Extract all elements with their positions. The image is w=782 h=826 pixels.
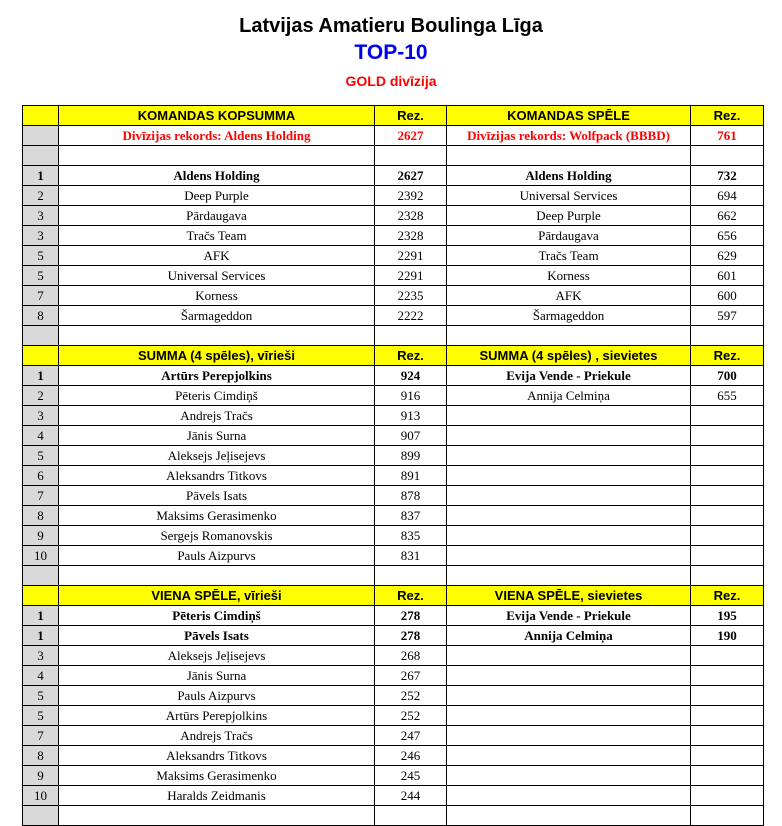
row-left-name-cell: Maksims Gerasimenko (59, 506, 375, 526)
row-right-value-cell (691, 446, 764, 466)
page-subtitle: TOP-10 (354, 41, 428, 64)
row-right-value-cell (691, 666, 764, 686)
row-right-value-cell (691, 646, 764, 666)
spacer-right-value-cell (691, 146, 764, 166)
row-right-value-cell (691, 426, 764, 446)
spacer-row (23, 566, 764, 586)
table-row (23, 266, 764, 286)
row-right-name-cell (447, 526, 691, 546)
row-right-value-cell: 597 (691, 306, 764, 326)
row-left-name-cell: Jānis Surna (59, 666, 375, 686)
row-rank-cell: 3 (23, 406, 59, 426)
row-right-name-cell (447, 766, 691, 786)
row-left-value-cell: 913 (375, 406, 447, 426)
row-left-value-cell: 267 (375, 666, 447, 686)
section-header-right-rez-label: Rez. (691, 106, 764, 126)
row-right-value-cell: 629 (691, 246, 764, 266)
record-left-label: Divīzijas rekords: Aldens Holding (59, 126, 375, 146)
spacer-left-name-cell (59, 566, 375, 586)
record-rank-cell (23, 126, 59, 146)
row-right-value-cell: 732 (691, 166, 764, 186)
row-left-value-cell: 2235 (375, 286, 447, 306)
table-row (23, 366, 764, 386)
table-row (23, 666, 764, 686)
row-left-value-cell: 252 (375, 706, 447, 726)
row-right-value-cell (691, 466, 764, 486)
row-right-name-cell (447, 786, 691, 806)
standings-table-wrap (22, 105, 763, 826)
row-right-name-cell (447, 406, 691, 426)
row-right-name-cell (447, 446, 691, 466)
row-left-name-cell: Tračs Team (59, 226, 375, 246)
row-right-name-cell: Annija Celmiņa (447, 626, 691, 646)
table-row (23, 766, 764, 786)
section-header-row (23, 346, 764, 366)
table-row (23, 446, 764, 466)
row-left-value-cell: 831 (375, 546, 447, 566)
row-left-name-cell: Korness (59, 286, 375, 306)
spacer-right-name-cell (447, 566, 691, 586)
spacer-rank-cell (23, 806, 59, 826)
row-rank-cell: 2 (23, 386, 59, 406)
row-right-name-cell (447, 726, 691, 746)
table-row (23, 706, 764, 726)
table-row (23, 486, 764, 506)
section-header-right-label: KOMANDAS SPĒLE (447, 106, 691, 126)
row-left-value-cell: 2328 (375, 226, 447, 246)
row-right-value-cell: 694 (691, 186, 764, 206)
row-rank-cell: 10 (23, 546, 59, 566)
row-left-name-cell: Universal Services (59, 266, 375, 286)
row-right-name-cell: Šarmageddon (447, 306, 691, 326)
table-row (23, 386, 764, 406)
row-left-value-cell: 2328 (375, 206, 447, 226)
row-right-name-cell (447, 686, 691, 706)
row-rank-cell: 10 (23, 786, 59, 806)
row-right-name-cell: Tračs Team (447, 246, 691, 266)
spacer-left-name-cell (59, 806, 375, 826)
section-header-row (23, 106, 764, 126)
spacer-rank-cell (23, 566, 59, 586)
row-right-value-cell (691, 506, 764, 526)
division-record-row (23, 126, 764, 146)
section-header-left-label: KOMANDAS KOPSUMMA (59, 106, 375, 126)
row-left-value-cell: 899 (375, 446, 447, 466)
row-right-value-cell (691, 706, 764, 726)
row-left-name-cell: Jānis Surna (59, 426, 375, 446)
row-right-value-cell: 655 (691, 386, 764, 406)
row-left-name-cell: Aleksandrs Titkovs (59, 746, 375, 766)
row-rank-cell: 5 (23, 706, 59, 726)
table-row (23, 406, 764, 426)
record-left-value: 2627 (375, 126, 447, 146)
row-left-name-cell: Andrejs Tračs (59, 406, 375, 426)
row-rank-cell: 5 (23, 446, 59, 466)
row-rank-cell: 3 (23, 646, 59, 666)
spacer-right-value-cell (691, 326, 764, 346)
section-header-left-rez-label: Rez. (375, 586, 447, 606)
spacer-left-name-cell (59, 326, 375, 346)
row-right-name-cell (447, 546, 691, 566)
section-header-right-rez-label: Rez. (691, 586, 764, 606)
spacer-left-value-cell (375, 146, 447, 166)
section-header-left-rez-label: Rez. (375, 106, 447, 126)
row-right-name-cell: Evija Vende - Priekule (447, 606, 691, 626)
row-right-value-cell (691, 766, 764, 786)
row-right-value-cell: 601 (691, 266, 764, 286)
row-right-name-cell: Pārdaugava (447, 226, 691, 246)
row-right-name-cell (447, 506, 691, 526)
row-right-value-cell (691, 546, 764, 566)
row-left-name-cell: Andrejs Tračs (59, 726, 375, 746)
row-left-value-cell: 2291 (375, 266, 447, 286)
row-rank-cell: 8 (23, 306, 59, 326)
row-right-name-cell (447, 646, 691, 666)
row-left-name-cell: Šarmageddon (59, 306, 375, 326)
section-header-left-label: VIENA SPĒLE, vīrieši (59, 586, 375, 606)
table-row (23, 226, 764, 246)
row-rank-cell: 3 (23, 226, 59, 246)
row-rank-cell: 9 (23, 766, 59, 786)
row-right-value-cell: 700 (691, 366, 764, 386)
section-header-right-label: VIENA SPĒLE, sievietes (447, 586, 691, 606)
row-left-value-cell: 268 (375, 646, 447, 666)
row-rank-cell: 5 (23, 686, 59, 706)
row-left-name-cell: Pauls Aizpurvs (59, 686, 375, 706)
row-left-name-cell: Artūrs Perepjolkins (59, 706, 375, 726)
row-left-name-cell: Aleksandrs Titkovs (59, 466, 375, 486)
page-titles (0, 0, 782, 90)
table-row (23, 686, 764, 706)
row-right-value-cell (691, 686, 764, 706)
standings-table (22, 105, 764, 826)
spacer-left-value-cell (375, 326, 447, 346)
row-right-name-cell: Aldens Holding (447, 166, 691, 186)
row-left-name-cell: Sergejs Romanovskis (59, 526, 375, 546)
row-rank-cell: 2 (23, 186, 59, 206)
section-header-rank-cell (23, 106, 59, 126)
spacer-left-name-cell (59, 146, 375, 166)
row-left-value-cell: 245 (375, 766, 447, 786)
row-rank-cell: 4 (23, 426, 59, 446)
record-right-label: Divīzijas rekords: Wolfpack (BBBD) (447, 126, 691, 146)
row-left-name-cell: Artūrs Perepjolkins (59, 366, 375, 386)
table-row (23, 726, 764, 746)
row-left-value-cell: 924 (375, 366, 447, 386)
row-right-value-cell: 190 (691, 626, 764, 646)
row-right-name-cell (447, 666, 691, 686)
table-row (23, 526, 764, 546)
row-right-name-cell (447, 466, 691, 486)
spacer-right-name-cell (447, 806, 691, 826)
division-label: GOLD divīzija (345, 73, 437, 89)
row-left-value-cell: 252 (375, 686, 447, 706)
spacer-row (23, 146, 764, 166)
table-row (23, 466, 764, 486)
spacer-left-value-cell (375, 566, 447, 586)
table-row (23, 186, 764, 206)
row-left-value-cell: 2291 (375, 246, 447, 266)
section-header-rank-cell (23, 346, 59, 366)
section-header-left-rez-label: Rez. (375, 346, 447, 366)
row-left-value-cell: 247 (375, 726, 447, 746)
row-left-value-cell: 916 (375, 386, 447, 406)
row-rank-cell: 1 (23, 366, 59, 386)
standings-body (23, 106, 764, 826)
row-left-name-cell: Pēteris Cimdiņš (59, 606, 375, 626)
row-left-value-cell: 244 (375, 786, 447, 806)
spacer-right-value-cell (691, 566, 764, 586)
table-row (23, 746, 764, 766)
table-row (23, 206, 764, 226)
row-right-value-cell: 662 (691, 206, 764, 226)
section-header-rank-cell (23, 586, 59, 606)
section-header-right-label: SUMMA (4 spēles) , sievietes (447, 346, 691, 366)
row-rank-cell: 7 (23, 486, 59, 506)
row-rank-cell: 7 (23, 726, 59, 746)
row-left-value-cell: 2222 (375, 306, 447, 326)
section-header-row (23, 586, 764, 606)
row-right-value-cell (691, 486, 764, 506)
table-row (23, 786, 764, 806)
row-right-value-cell (691, 726, 764, 746)
row-right-name-cell: Universal Services (447, 186, 691, 206)
row-rank-cell: 3 (23, 206, 59, 226)
row-right-name-cell: Evija Vende - Priekule (447, 366, 691, 386)
section-header-left-label: SUMMA (4 spēles), vīrieši (59, 346, 375, 366)
row-left-name-cell: Pāvels Isats (59, 626, 375, 646)
row-left-value-cell: 891 (375, 466, 447, 486)
row-left-name-cell: Maksims Gerasimenko (59, 766, 375, 786)
row-left-value-cell: 907 (375, 426, 447, 446)
row-left-value-cell: 2627 (375, 166, 447, 186)
record-right-value: 761 (691, 126, 764, 146)
row-left-name-cell: AFK (59, 246, 375, 266)
table-row (23, 606, 764, 626)
row-right-name-cell: Annija Celmiņa (447, 386, 691, 406)
row-rank-cell: 5 (23, 266, 59, 286)
page-title: Latvijas Amatieru Boulinga Līga (239, 15, 543, 37)
row-left-value-cell: 878 (375, 486, 447, 506)
row-left-name-cell: Deep Purple (59, 186, 375, 206)
row-right-value-cell (691, 786, 764, 806)
table-row (23, 286, 764, 306)
table-row (23, 646, 764, 666)
row-left-value-cell: 278 (375, 606, 447, 626)
row-right-name-cell (447, 486, 691, 506)
row-right-value-cell: 600 (691, 286, 764, 306)
row-rank-cell: 9 (23, 526, 59, 546)
row-left-name-cell: Aldens Holding (59, 166, 375, 186)
row-rank-cell: 6 (23, 466, 59, 486)
table-row (23, 426, 764, 446)
row-right-name-cell: Korness (447, 266, 691, 286)
row-left-name-cell: Haralds Zeidmanis (59, 786, 375, 806)
row-right-value-cell: 656 (691, 226, 764, 246)
row-rank-cell: 5 (23, 246, 59, 266)
row-left-name-cell: Pēteris Cimdiņš (59, 386, 375, 406)
row-left-name-cell: Pāvels Isats (59, 486, 375, 506)
row-left-value-cell: 246 (375, 746, 447, 766)
row-right-name-cell (447, 746, 691, 766)
spacer-right-value-cell (691, 806, 764, 826)
row-right-name-cell: AFK (447, 286, 691, 306)
spacer-row (23, 326, 764, 346)
row-rank-cell: 1 (23, 166, 59, 186)
row-right-value-cell: 195 (691, 606, 764, 626)
row-left-name-cell: Pārdaugava (59, 206, 375, 226)
row-right-name-cell (447, 426, 691, 446)
spacer-row (23, 806, 764, 826)
row-left-value-cell: 2392 (375, 186, 447, 206)
row-left-value-cell: 837 (375, 506, 447, 526)
table-row (23, 626, 764, 646)
row-rank-cell: 8 (23, 506, 59, 526)
spacer-rank-cell (23, 146, 59, 166)
section-header-right-rez-label: Rez. (691, 346, 764, 366)
table-row (23, 166, 764, 186)
row-rank-cell: 4 (23, 666, 59, 686)
table-row (23, 246, 764, 266)
spacer-left-value-cell (375, 806, 447, 826)
row-right-value-cell (691, 526, 764, 546)
spacer-rank-cell (23, 326, 59, 346)
row-right-value-cell (691, 746, 764, 766)
row-left-name-cell: Aleksejs Jeļisejevs (59, 446, 375, 466)
row-rank-cell: 1 (23, 626, 59, 646)
table-row (23, 546, 764, 566)
row-left-value-cell: 278 (375, 626, 447, 646)
row-right-value-cell (691, 406, 764, 426)
row-rank-cell: 7 (23, 286, 59, 306)
row-left-name-cell: Aleksejs Jeļisejevs (59, 646, 375, 666)
table-row (23, 306, 764, 326)
row-rank-cell: 8 (23, 746, 59, 766)
spacer-right-name-cell (447, 326, 691, 346)
row-rank-cell: 1 (23, 606, 59, 626)
row-left-value-cell: 835 (375, 526, 447, 546)
spacer-right-name-cell (447, 146, 691, 166)
row-right-name-cell: Deep Purple (447, 206, 691, 226)
row-right-name-cell (447, 706, 691, 726)
table-row (23, 506, 764, 526)
row-left-name-cell: Pauls Aizpurvs (59, 546, 375, 566)
